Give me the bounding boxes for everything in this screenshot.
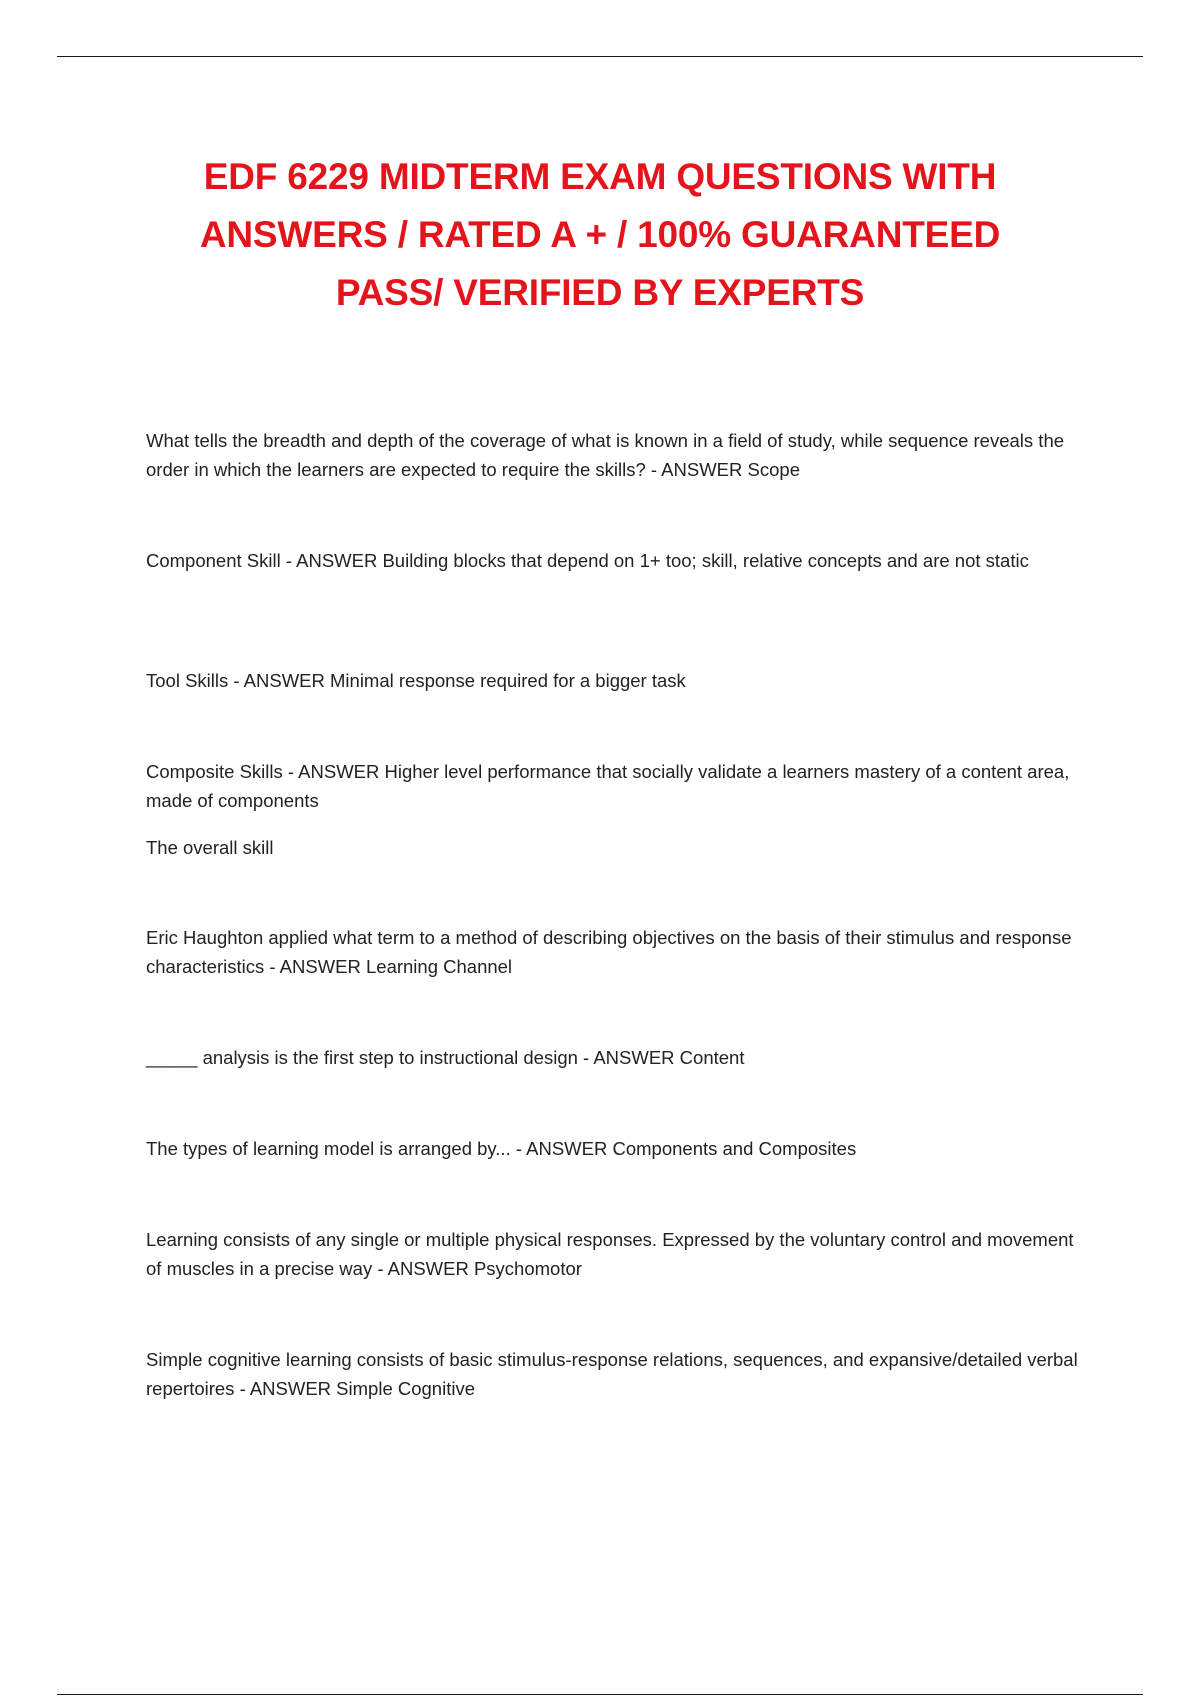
qa-item-learning-model: The types of learning model is arranged by... - ANSWER Components and Composites bbox=[146, 1138, 857, 1159]
qa-item-tool-skills: Tool Skills - ANSWER Minimal response required for a bigger task bbox=[146, 670, 686, 691]
qa-item-simple-cognitive: Simple cognitive learning consists of basic stimulus-response relations, sequences, and expansive/detailed verbal repertoires - ANSWER Simple Cognitive bbox=[146, 1349, 1078, 1399]
title-line-1: EDF 6229 MIDTERM EXAM QUESTIONS WITH bbox=[203, 156, 997, 197]
qa-item-overall-skill: The overall skill bbox=[146, 837, 274, 858]
qa-item-learning-channel: Eric Haughton applied what term to a method of describing objectives on the basis of their stimulus and response characteristics - ANSWER Learning Channel bbox=[146, 927, 1072, 977]
title-line-2: ANSWERS / RATED A + / 100% GUARANTEED bbox=[199, 214, 1001, 255]
title-line-3: PASS/ VERIFIED BY EXPERTS bbox=[335, 272, 865, 313]
document-title bbox=[120, 148, 1080, 322]
qa-item-composite-skills: Composite Skills - ANSWER Higher level performance that socially validate a learners mastery of a content area, made of components bbox=[146, 761, 1070, 811]
qa-item-scope: What tells the breadth and depth of the coverage of what is known in a field of study, while sequence reveals the order in which the learners are expected to require the skills? - ANSWER Scope bbox=[146, 430, 1065, 480]
bottom-rule bbox=[57, 1694, 1143, 1695]
qa-item-content-analysis: _____ analysis is the first step to instructional design - ANSWER Content bbox=[146, 1047, 745, 1068]
qa-item-psychomotor: Learning consists of any single or multiple physical responses. Expressed by the voluntary control and movement of muscles in a precise way - ANSWER Psychomotor bbox=[146, 1229, 1074, 1279]
qa-item-component-skill: Component Skill - ANSWER Building blocks that depend on 1+ too; skill, relative concepts and are not static bbox=[146, 550, 1029, 571]
top-rule bbox=[57, 56, 1143, 57]
